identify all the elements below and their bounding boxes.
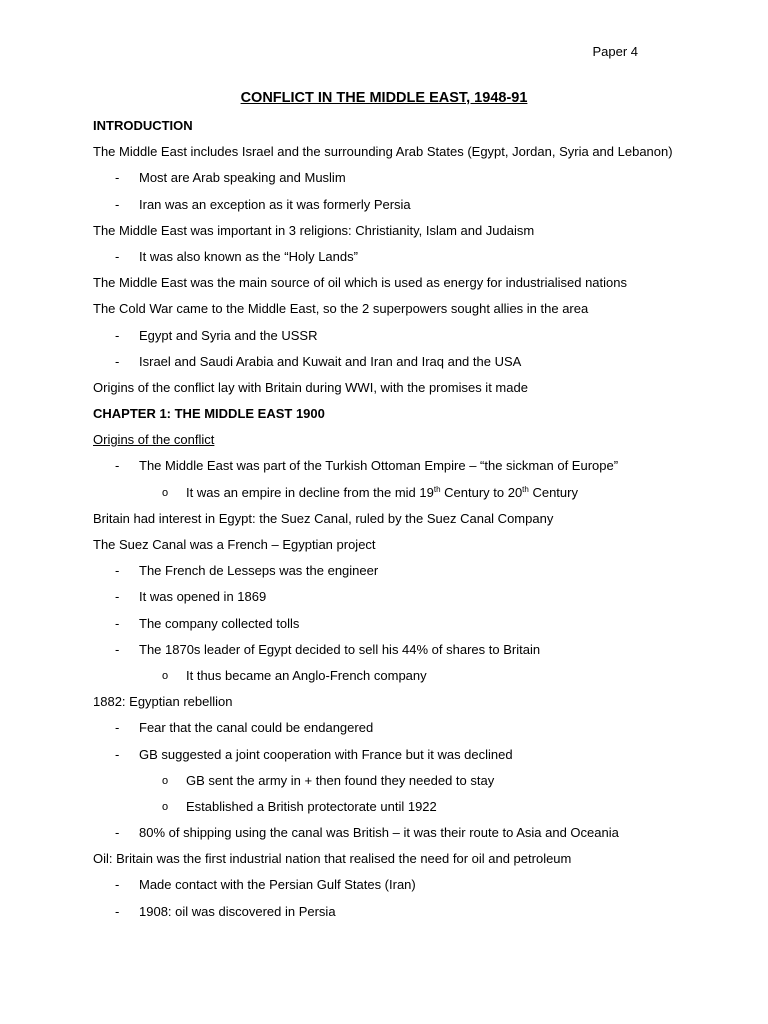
bullet-text: Iran was an exception as it was formerly Persia — [139, 196, 411, 212]
paragraph — [93, 142, 733, 168]
bullet-item — [93, 247, 733, 273]
bullet-item — [93, 352, 733, 378]
dash-bullet-icon: - — [115, 589, 120, 605]
paragraph-text: The Middle East includes Israel and the surrounding Arab States (Egypt, Jordan, Syria and Lebanon) — [93, 144, 673, 160]
bullet-text: GB suggested a joint cooperation with France but it was declined — [139, 746, 513, 762]
dash-bullet-icon: - — [115, 877, 120, 893]
bullet-text: It thus became an Anglo-French company — [186, 667, 427, 683]
bullet-text: It was opened in 1869 — [139, 589, 267, 605]
sub-bullet-item — [93, 483, 733, 509]
bullet-item — [93, 640, 733, 666]
dash-bullet-icon: - — [115, 720, 120, 736]
circle-bullet-icon: o — [162, 669, 169, 682]
bullet-item — [93, 587, 733, 613]
circle-bullet-icon: o — [162, 800, 169, 813]
bullet-text: 1908: oil was discovered in Persia — [139, 903, 336, 919]
bullet-item — [93, 718, 733, 744]
paragraph — [93, 378, 733, 404]
bullet-text: Egypt and Syria and the USSR — [139, 327, 318, 343]
bullet-item — [93, 875, 733, 901]
bullet-item — [93, 456, 733, 482]
paragraph-text: The Middle East was the main source of oil which is used as energy for industrialised nations — [93, 275, 627, 291]
bullet-text: The French de Lesseps was the engineer — [139, 563, 379, 579]
paragraph-text: The Cold War came to the Middle East, so the 2 superpowers sought allies in the area — [93, 301, 589, 317]
bullet-item — [93, 745, 733, 771]
dash-bullet-icon: - — [115, 327, 120, 343]
bullet-text: Fear that the canal could be endangered — [139, 720, 374, 736]
paragraph-text: Oil: Britain was the first industrial nation that realised the need for oil and petroleum — [93, 851, 572, 867]
bullet-item — [93, 195, 733, 221]
dash-bullet-icon: - — [115, 746, 120, 762]
sub-bullet-item — [93, 771, 733, 797]
circle-bullet-icon: o — [162, 774, 169, 787]
dash-bullet-icon: - — [115, 170, 120, 186]
paper-label: Paper 4 — [592, 44, 638, 59]
document-body — [93, 116, 733, 928]
bullet-text: Established a British protectorate until 1922 — [186, 798, 437, 814]
dash-bullet-icon: - — [115, 353, 120, 369]
paragraph — [93, 221, 733, 247]
document-title: CONFLICT IN THE MIDDLE EAST, 1948-91 — [240, 90, 528, 106]
bullet-text: Israel and Saudi Arabia and Kuwait and Iran and Iraq and the USA — [139, 353, 522, 369]
bullet-item — [93, 614, 733, 640]
dash-bullet-icon: - — [115, 615, 120, 631]
paragraph — [93, 692, 733, 718]
bullet-text: It was an empire in decline from the mid 19th Century to 20th Century — [186, 484, 578, 500]
bullet-text: GB sent the army in + then found they needed to stay — [186, 772, 495, 788]
bullet-text: The company collected tolls — [139, 615, 300, 631]
dash-bullet-icon: - — [115, 563, 120, 579]
section-heading — [93, 404, 733, 430]
bullet-item — [93, 823, 733, 849]
paragraph-text: 1882: Egyptian rebellion — [93, 694, 233, 710]
paragraph-text: Britain had interest in Egypt: the Suez Canal, ruled by the Suez Canal Company — [93, 510, 554, 526]
dash-bullet-icon: - — [115, 196, 120, 212]
circle-bullet-icon: o — [162, 486, 169, 499]
bullet-text: It was also known as the “Holy Lands” — [139, 248, 358, 264]
bullet-item — [93, 168, 733, 194]
paragraph — [93, 849, 733, 875]
paragraph-text: The Suez Canal was a French – Egyptian project — [93, 537, 376, 552]
paragraph — [93, 273, 733, 299]
dash-bullet-icon: - — [115, 825, 120, 841]
heading-text: CHAPTER 1: THE MIDDLE EAST 1900 — [93, 406, 325, 422]
bullet-text: The 1870s leader of Egypt decided to sell his 44% of shares to Britain — [139, 641, 541, 657]
dash-bullet-icon: - — [115, 641, 120, 657]
paragraph — [93, 535, 733, 561]
paragraph-text: The Middle East was important in 3 religions: Christianity, Islam and Judaism — [93, 222, 535, 238]
dash-bullet-icon: - — [115, 248, 120, 264]
heading-text: INTRODUCTION — [93, 118, 193, 133]
bullet-text: Made contact with the Persian Gulf States (Iran) — [139, 877, 416, 893]
subheading — [93, 430, 733, 456]
subheading-text: Origins of the conflict — [93, 432, 215, 448]
paragraph — [93, 299, 733, 325]
bullet-item — [93, 326, 733, 352]
paragraph — [93, 509, 733, 535]
bullet-text: Most are Arab speaking and Muslim — [139, 170, 346, 186]
sub-bullet-item — [93, 666, 733, 692]
dash-bullet-icon: - — [115, 458, 120, 474]
bullet-text: 80% of shipping using the canal was British – it was their route to Asia and Oceania — [139, 825, 619, 841]
bullet-item — [93, 561, 733, 587]
paragraph-text: Origins of the conflict lay with Britain during WWI, with the promises it made — [93, 379, 528, 395]
dash-bullet-icon: - — [115, 903, 120, 919]
sub-bullet-item — [93, 797, 733, 823]
bullet-text: The Middle East was part of the Turkish Ottoman Empire – “the sickman of Europe” — [139, 458, 619, 474]
section-heading — [93, 116, 733, 142]
bullet-item — [93, 902, 733, 928]
